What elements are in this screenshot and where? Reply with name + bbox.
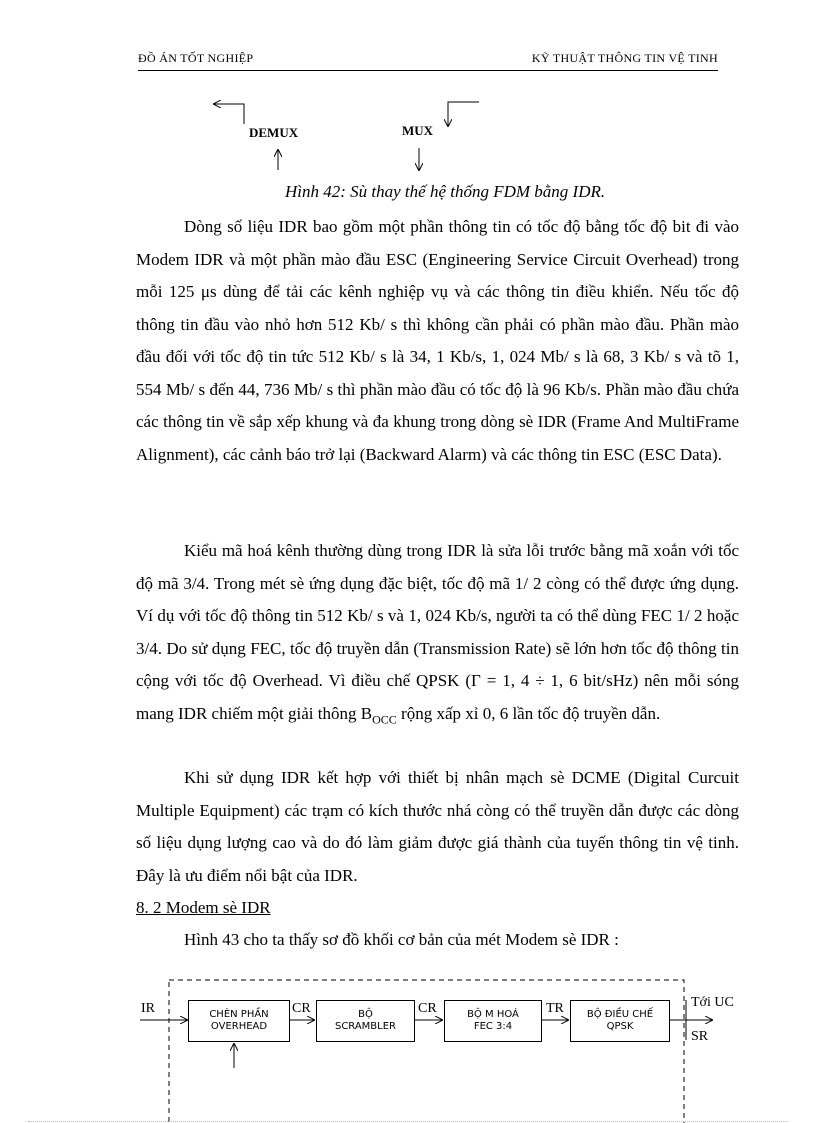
scrambler-block bbox=[316, 1000, 415, 1042]
block-line: OVERHEAD bbox=[210, 1021, 268, 1032]
top-figure-arrows bbox=[0, 0, 816, 200]
output-bottom-label: SR bbox=[691, 1029, 709, 1044]
paragraph-1: Dòng số liệu IDR bao gồm một phần thông tin có tốc độ bằng tốc độ bit đi vào Modem IDR và một phần mào đầu ESC (Engineering Service Circuit Overhead) trong mỗi 125 μs dùng để tải các kênh nghiệp vụ và các thông tin điều khiển. Nếu tốc độ thông tin đầu vào nhỏ hơn 512 Kb/ s thì không cần phải có phần mào đầu. Phần mào đầu đối với tốc độ tin tức 512 Kb/ s là 34, 1 Kb/s, 1, 024 Mb/ s là 68, 3 Kb/ s và tõ 1, 554 Mb/ s đến 44, 736 Mb/ s thì phần mào đầu có tốc độ là 96 Kb/s. Phần mào đầu chứa các thông tin về sắp xếp khung và đa khung trong dòng sè IDR (Frame And MultiFrame Alignment), các cảnh báo trở lại (Backward Alarm) và các thông tin ESC (ESC Data). bbox=[136, 217, 739, 464]
block-line: BỘ M HOÁ bbox=[467, 1009, 519, 1020]
output-top-label: Tới UC bbox=[691, 995, 734, 1010]
page-bottom-divider bbox=[28, 1121, 788, 1122]
paragraph-3: Khi sử dụng IDR kết hợp với thiết bị nhân mạch sè DCME (Digital Curcuit Multiple Equipment) các trạm có kích thước nhá còng có thể truyền dẫn được các dòng số liệu dụng lượng cao và do đó làm giảm được giá thành của tuyến thông tin vệ tinh. Đây là ưu điểm nổi bật của IDR. bbox=[136, 768, 739, 885]
figure-42-caption: Hình 42: Sù thay thế hệ thống FDM bằng IDR. bbox=[285, 182, 606, 201]
block-line: BỘ bbox=[358, 1009, 373, 1020]
block-line: BỘ ĐIỀU CHẾ bbox=[586, 1009, 654, 1020]
header-left: ĐỒ ÁN TỐT NGHIỆP bbox=[138, 51, 254, 65]
paragraph-2 bbox=[136, 535, 739, 735]
signal-label: CR bbox=[418, 1001, 437, 1016]
block-line: QPSK bbox=[606, 1021, 634, 1032]
demux-label: DEMUX bbox=[249, 125, 299, 140]
block-line: FEC 3:4 bbox=[473, 1021, 513, 1032]
figure-43-intro: Hình 43 cho ta thấy sơ đồ khối cơ bản của mét Modem sè IDR : bbox=[184, 930, 619, 949]
input-signal-label: IR bbox=[141, 1001, 155, 1016]
header-right: KỸ THUẬT THÔNG TIN VỆ TINH bbox=[531, 51, 718, 65]
overhead-insert-block bbox=[188, 1000, 290, 1042]
signal-label: TR bbox=[546, 1001, 564, 1016]
mux-label: MUX bbox=[402, 123, 434, 138]
signal-label: CR bbox=[292, 1001, 311, 1016]
fec-encoder-block bbox=[444, 1000, 542, 1042]
block-line: CHÈN PHẦN bbox=[209, 1009, 269, 1020]
qpsk-modulator-block bbox=[570, 1000, 670, 1042]
paragraph-2-tail: rộng xấp xỉ 0, 6 lần tốc độ truyền dẫn. bbox=[396, 703, 661, 723]
paragraph-2-subscript: OCC bbox=[372, 711, 397, 726]
paragraph-2-text: Kiểu mã hoá kênh thường dùng trong IDR là sửa lỗi trước bằng mã xoắn với tốc độ mã 3/4. Trong mét sè ứng dụng đặc biệt, tốc độ mã 1/ 2 còng có thể được ứng dụng. Ví dụ với tốc độ thông tin 512 Kb/ s và 1, 024 Kb/s, người ta có thể dùng FEC 1/ 2 hoặc 3/4. Do sử dụng FEC, tốc độ truyền dẫn (Transmission Rate) sẽ lớn hơn tốc độ thông tin cộng với tốc độ Overhead. Vì điều chế QPSK (Γ = 1, 4 ÷ 1, 6 bit/sHz) nên mỗi sóng mang IDR chiếm một giải thông B bbox=[136, 541, 739, 723]
section-title: 8. 2 Modem sè IDR bbox=[136, 898, 271, 917]
block-line: SCRAMBLER bbox=[334, 1021, 397, 1032]
